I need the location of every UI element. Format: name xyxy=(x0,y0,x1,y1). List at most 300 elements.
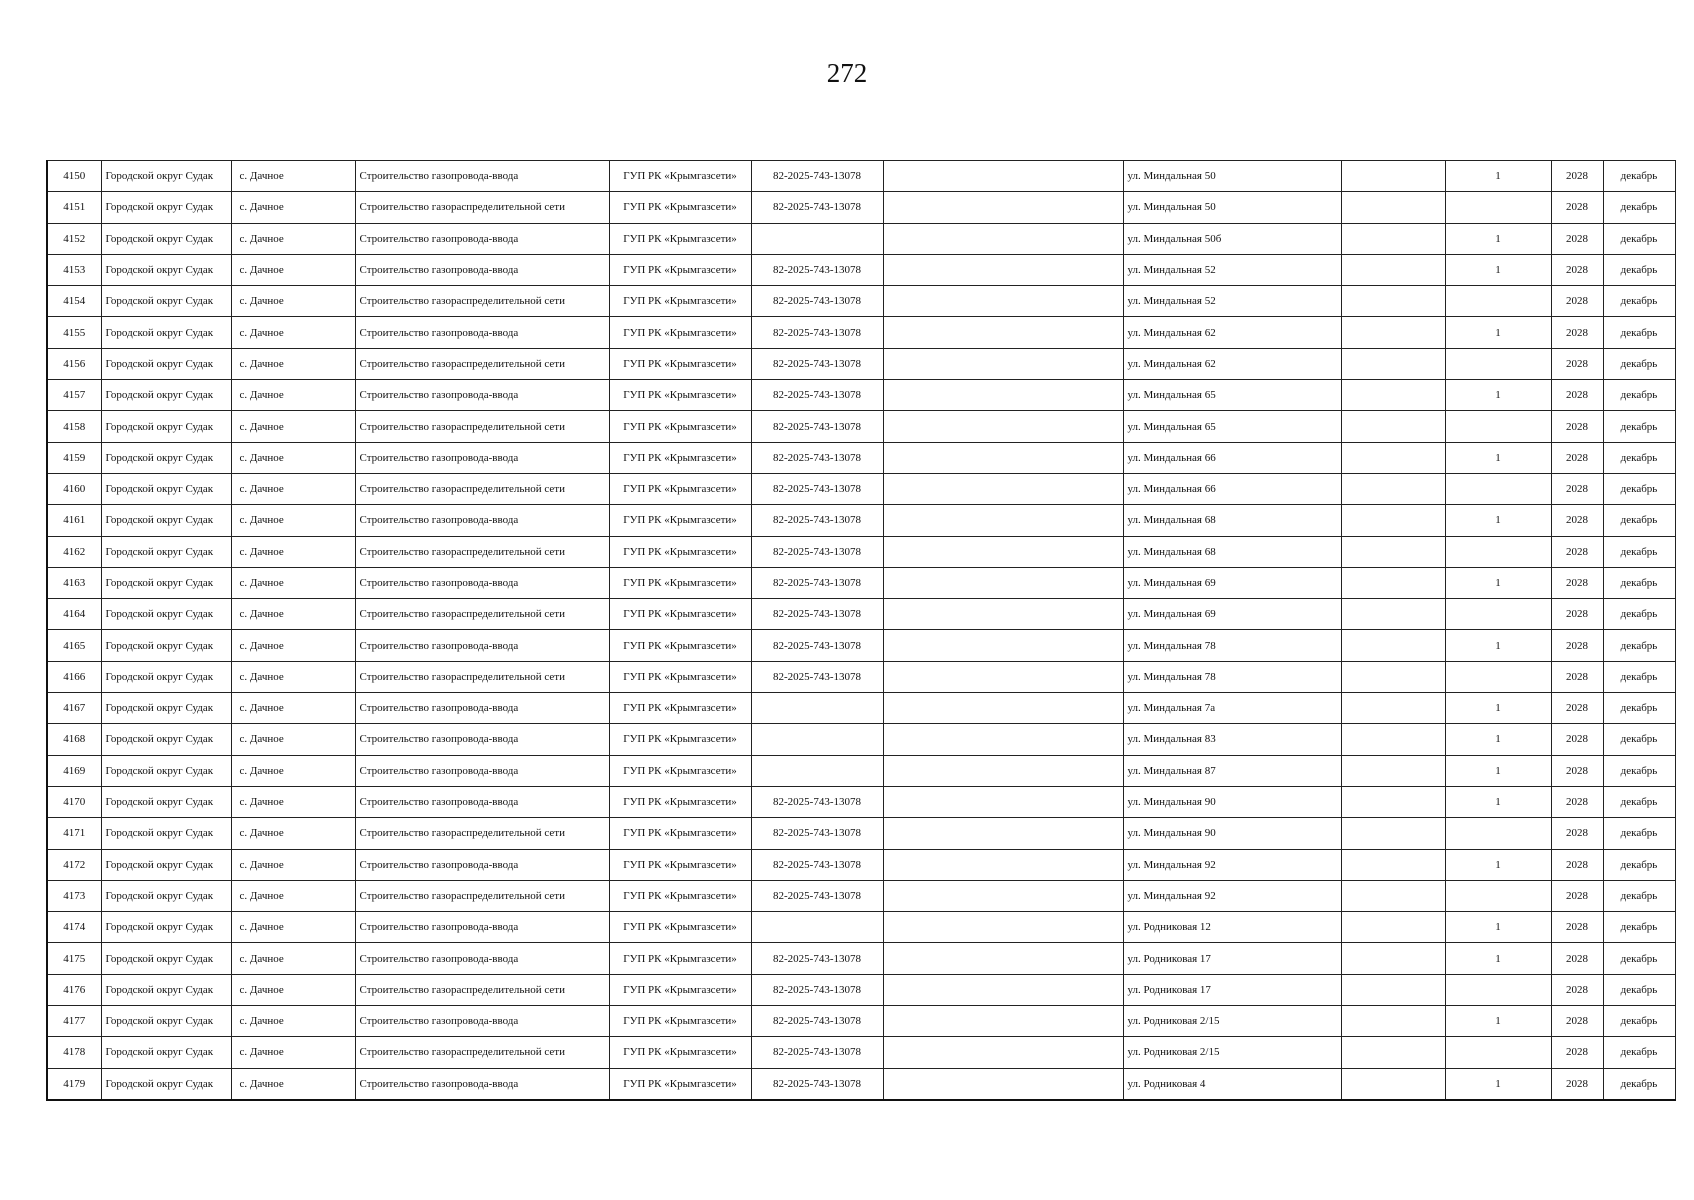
month-cell: декабрь xyxy=(1603,567,1675,598)
row-number: 4158 xyxy=(47,411,101,442)
quantity-cell xyxy=(1445,348,1551,379)
empty-cell xyxy=(883,786,1123,817)
registry-code-cell: 82-2025-743-13078 xyxy=(751,192,883,223)
year-cell: 2028 xyxy=(1551,442,1603,473)
empty-cell xyxy=(883,317,1123,348)
empty-cell xyxy=(1341,974,1445,1005)
month-cell: декабрь xyxy=(1603,442,1675,473)
empty-cell xyxy=(1341,599,1445,630)
quantity-cell xyxy=(1445,1037,1551,1068)
empty-cell xyxy=(883,1006,1123,1037)
row-number: 4175 xyxy=(47,943,101,974)
month-cell: декабрь xyxy=(1603,724,1675,755)
organization-cell: ГУП РК «Крымгазсети» xyxy=(609,755,751,786)
empty-cell xyxy=(1341,161,1445,192)
table-row xyxy=(47,1068,1675,1100)
address-cell: ул. Миндальная 50 xyxy=(1123,161,1341,192)
empty-cell xyxy=(1341,505,1445,536)
row-number: 4171 xyxy=(47,818,101,849)
municipality-cell: Городской округ Судак xyxy=(101,254,231,285)
table-row xyxy=(47,818,1675,849)
year-cell: 2028 xyxy=(1551,912,1603,943)
empty-cell xyxy=(1341,786,1445,817)
empty-cell xyxy=(1341,818,1445,849)
month-cell: декабрь xyxy=(1603,693,1675,724)
year-cell: 2028 xyxy=(1551,880,1603,911)
table-body xyxy=(47,161,1675,1100)
organization-cell: ГУП РК «Крымгазсети» xyxy=(609,974,751,1005)
work-type-cell: Строительство газораспределительной сети xyxy=(355,1037,609,1068)
empty-cell xyxy=(1341,286,1445,317)
settlement-cell: с. Дачное xyxy=(231,411,355,442)
empty-cell xyxy=(1341,567,1445,598)
quantity-cell: 1 xyxy=(1445,693,1551,724)
year-cell: 2028 xyxy=(1551,661,1603,692)
row-number: 4155 xyxy=(47,317,101,348)
municipality-cell: Городской округ Судак xyxy=(101,943,231,974)
organization-cell: ГУП РК «Крымгазсети» xyxy=(609,380,751,411)
empty-cell xyxy=(1341,1068,1445,1100)
empty-cell xyxy=(883,411,1123,442)
empty-cell xyxy=(883,348,1123,379)
year-cell: 2028 xyxy=(1551,1068,1603,1100)
settlement-cell: с. Дачное xyxy=(231,317,355,348)
month-cell: декабрь xyxy=(1603,411,1675,442)
municipality-cell: Городской округ Судак xyxy=(101,724,231,755)
municipality-cell: Городской округ Судак xyxy=(101,411,231,442)
organization-cell: ГУП РК «Крымгазсети» xyxy=(609,943,751,974)
quantity-cell: 1 xyxy=(1445,223,1551,254)
month-cell: декабрь xyxy=(1603,286,1675,317)
work-type-cell: Строительство газораспределительной сети xyxy=(355,599,609,630)
address-cell: ул. Родниковая 12 xyxy=(1123,912,1341,943)
month-cell: декабрь xyxy=(1603,192,1675,223)
work-type-cell: Строительство газопровода-ввода xyxy=(355,161,609,192)
registry-code-cell xyxy=(751,755,883,786)
quantity-cell xyxy=(1445,286,1551,317)
organization-cell: ГУП РК «Крымгазсети» xyxy=(609,599,751,630)
organization-cell: ГУП РК «Крымгазсети» xyxy=(609,818,751,849)
address-cell: ул. Миндальная 7а xyxy=(1123,693,1341,724)
quantity-cell: 1 xyxy=(1445,442,1551,473)
quantity-cell xyxy=(1445,880,1551,911)
organization-cell: ГУП РК «Крымгазсети» xyxy=(609,724,751,755)
municipality-cell: Городской округ Судак xyxy=(101,442,231,473)
empty-cell xyxy=(1341,317,1445,348)
registry-code-cell: 82-2025-743-13078 xyxy=(751,442,883,473)
year-cell: 2028 xyxy=(1551,161,1603,192)
work-type-cell: Строительство газопровода-ввода xyxy=(355,505,609,536)
empty-cell xyxy=(883,536,1123,567)
month-cell: декабрь xyxy=(1603,536,1675,567)
settlement-cell: с. Дачное xyxy=(231,880,355,911)
organization-cell: ГУП РК «Крымгазсети» xyxy=(609,1006,751,1037)
row-number: 4151 xyxy=(47,192,101,223)
registry-code-cell: 82-2025-743-13078 xyxy=(751,536,883,567)
municipality-cell: Городской округ Судак xyxy=(101,974,231,1005)
data-table xyxy=(46,160,1676,1101)
address-cell: ул. Миндальная 90 xyxy=(1123,786,1341,817)
settlement-cell: с. Дачное xyxy=(231,786,355,817)
table-row xyxy=(47,380,1675,411)
registry-code-cell: 82-2025-743-13078 xyxy=(751,974,883,1005)
municipality-cell: Городской округ Судак xyxy=(101,567,231,598)
settlement-cell: с. Дачное xyxy=(231,348,355,379)
table-row xyxy=(47,1006,1675,1037)
quantity-cell: 1 xyxy=(1445,1006,1551,1037)
settlement-cell: с. Дачное xyxy=(231,912,355,943)
address-cell: ул. Родниковая 2/15 xyxy=(1123,1037,1341,1068)
year-cell: 2028 xyxy=(1551,1006,1603,1037)
table-row xyxy=(47,223,1675,254)
work-type-cell: Строительство газопровода-ввода xyxy=(355,724,609,755)
quantity-cell xyxy=(1445,599,1551,630)
month-cell: декабрь xyxy=(1603,161,1675,192)
row-number: 4167 xyxy=(47,693,101,724)
year-cell: 2028 xyxy=(1551,380,1603,411)
month-cell: декабрь xyxy=(1603,818,1675,849)
municipality-cell: Городской округ Судак xyxy=(101,755,231,786)
address-cell: ул. Миндальная 68 xyxy=(1123,505,1341,536)
empty-cell xyxy=(883,943,1123,974)
empty-cell xyxy=(1341,223,1445,254)
organization-cell: ГУП РК «Крымгазсети» xyxy=(609,442,751,473)
empty-cell xyxy=(1341,348,1445,379)
registry-code-cell: 82-2025-743-13078 xyxy=(751,818,883,849)
row-number: 4170 xyxy=(47,786,101,817)
municipality-cell: Городской округ Судак xyxy=(101,693,231,724)
row-number: 4174 xyxy=(47,912,101,943)
address-cell: ул. Миндальная 92 xyxy=(1123,880,1341,911)
month-cell: декабрь xyxy=(1603,505,1675,536)
quantity-cell xyxy=(1445,818,1551,849)
registry-code-cell xyxy=(751,912,883,943)
organization-cell: ГУП РК «Крымгазсети» xyxy=(609,473,751,504)
organization-cell: ГУП РК «Крымгазсети» xyxy=(609,693,751,724)
address-cell: ул. Миндальная 52 xyxy=(1123,286,1341,317)
organization-cell: ГУП РК «Крымгазсети» xyxy=(609,411,751,442)
quantity-cell: 1 xyxy=(1445,254,1551,285)
registry-code-cell: 82-2025-743-13078 xyxy=(751,411,883,442)
quantity-cell: 1 xyxy=(1445,317,1551,348)
settlement-cell: с. Дачное xyxy=(231,599,355,630)
quantity-cell xyxy=(1445,974,1551,1005)
empty-cell xyxy=(1341,380,1445,411)
empty-cell xyxy=(883,849,1123,880)
empty-cell xyxy=(883,473,1123,504)
quantity-cell: 1 xyxy=(1445,849,1551,880)
month-cell: декабрь xyxy=(1603,348,1675,379)
month-cell: декабрь xyxy=(1603,599,1675,630)
organization-cell: ГУП РК «Крымгазсети» xyxy=(609,567,751,598)
empty-cell xyxy=(883,693,1123,724)
quantity-cell: 1 xyxy=(1445,505,1551,536)
table-row xyxy=(47,943,1675,974)
empty-cell xyxy=(883,1037,1123,1068)
work-type-cell: Строительство газораспределительной сети xyxy=(355,286,609,317)
settlement-cell: с. Дачное xyxy=(231,1037,355,1068)
address-cell: ул. Родниковая 17 xyxy=(1123,974,1341,1005)
municipality-cell: Городской округ Судак xyxy=(101,818,231,849)
settlement-cell: с. Дачное xyxy=(231,286,355,317)
work-type-cell: Строительство газораспределительной сети xyxy=(355,348,609,379)
row-number: 4157 xyxy=(47,380,101,411)
settlement-cell: с. Дачное xyxy=(231,630,355,661)
empty-cell xyxy=(883,442,1123,473)
settlement-cell: с. Дачное xyxy=(231,724,355,755)
table-row xyxy=(47,974,1675,1005)
municipality-cell: Городской округ Судак xyxy=(101,223,231,254)
municipality-cell: Городской округ Судак xyxy=(101,880,231,911)
settlement-cell: с. Дачное xyxy=(231,473,355,504)
year-cell: 2028 xyxy=(1551,974,1603,1005)
row-number: 4154 xyxy=(47,286,101,317)
address-cell: ул. Миндальная 50 xyxy=(1123,192,1341,223)
work-type-cell: Строительство газопровода-ввода xyxy=(355,943,609,974)
year-cell: 2028 xyxy=(1551,567,1603,598)
month-cell: декабрь xyxy=(1603,317,1675,348)
work-type-cell: Строительство газораспределительной сети xyxy=(355,473,609,504)
row-number: 4173 xyxy=(47,880,101,911)
month-cell: декабрь xyxy=(1603,223,1675,254)
municipality-cell: Городской округ Судак xyxy=(101,192,231,223)
year-cell: 2028 xyxy=(1551,473,1603,504)
registry-code-cell: 82-2025-743-13078 xyxy=(751,567,883,598)
registry-code-cell: 82-2025-743-13078 xyxy=(751,943,883,974)
registry-code-cell xyxy=(751,693,883,724)
municipality-cell: Городской округ Судак xyxy=(101,317,231,348)
organization-cell: ГУП РК «Крымгазсети» xyxy=(609,192,751,223)
address-cell: ул. Миндальная 90 xyxy=(1123,818,1341,849)
settlement-cell: с. Дачное xyxy=(231,755,355,786)
table-row xyxy=(47,161,1675,192)
month-cell: декабрь xyxy=(1603,1006,1675,1037)
table-row xyxy=(47,599,1675,630)
organization-cell: ГУП РК «Крымгазсети» xyxy=(609,536,751,567)
quantity-cell xyxy=(1445,411,1551,442)
empty-cell xyxy=(883,912,1123,943)
organization-cell: ГУП РК «Крымгазсети» xyxy=(609,161,751,192)
table-row xyxy=(47,317,1675,348)
address-cell: ул. Родниковая 2/15 xyxy=(1123,1006,1341,1037)
empty-cell xyxy=(1341,912,1445,943)
row-number: 4153 xyxy=(47,254,101,285)
year-cell: 2028 xyxy=(1551,693,1603,724)
gas-network-table xyxy=(46,160,1674,1101)
municipality-cell: Городской округ Судак xyxy=(101,630,231,661)
empty-cell xyxy=(1341,724,1445,755)
year-cell: 2028 xyxy=(1551,223,1603,254)
address-cell: ул. Миндальная 62 xyxy=(1123,348,1341,379)
year-cell: 2028 xyxy=(1551,505,1603,536)
registry-code-cell: 82-2025-743-13078 xyxy=(751,786,883,817)
registry-code-cell: 82-2025-743-13078 xyxy=(751,286,883,317)
empty-cell xyxy=(883,630,1123,661)
table-row xyxy=(47,536,1675,567)
registry-code-cell: 82-2025-743-13078 xyxy=(751,254,883,285)
row-number: 4163 xyxy=(47,567,101,598)
settlement-cell: с. Дачное xyxy=(231,536,355,567)
empty-cell xyxy=(1341,755,1445,786)
registry-code-cell: 82-2025-743-13078 xyxy=(751,317,883,348)
table-row xyxy=(47,442,1675,473)
address-cell: ул. Родниковая 4 xyxy=(1123,1068,1341,1100)
year-cell: 2028 xyxy=(1551,755,1603,786)
registry-code-cell: 82-2025-743-13078 xyxy=(751,161,883,192)
table-row xyxy=(47,912,1675,943)
settlement-cell: с. Дачное xyxy=(231,161,355,192)
empty-cell xyxy=(883,286,1123,317)
quantity-cell xyxy=(1445,192,1551,223)
empty-cell xyxy=(1341,192,1445,223)
year-cell: 2028 xyxy=(1551,317,1603,348)
settlement-cell: с. Дачное xyxy=(231,567,355,598)
settlement-cell: с. Дачное xyxy=(231,254,355,285)
empty-cell xyxy=(883,599,1123,630)
table-row xyxy=(47,505,1675,536)
work-type-cell: Строительство газопровода-ввода xyxy=(355,380,609,411)
work-type-cell: Строительство газораспределительной сети xyxy=(355,411,609,442)
organization-cell: ГУП РК «Крымгазсети» xyxy=(609,661,751,692)
work-type-cell: Строительство газораспределительной сети xyxy=(355,974,609,1005)
organization-cell: ГУП РК «Крымгазсети» xyxy=(609,223,751,254)
settlement-cell: с. Дачное xyxy=(231,223,355,254)
municipality-cell: Городской округ Судак xyxy=(101,380,231,411)
quantity-cell xyxy=(1445,473,1551,504)
quantity-cell: 1 xyxy=(1445,943,1551,974)
municipality-cell: Городской округ Судак xyxy=(101,473,231,504)
empty-cell xyxy=(1341,880,1445,911)
month-cell: декабрь xyxy=(1603,786,1675,817)
municipality-cell: Городской округ Судак xyxy=(101,1037,231,1068)
organization-cell: ГУП РК «Крымгазсети» xyxy=(609,880,751,911)
empty-cell xyxy=(883,755,1123,786)
empty-cell xyxy=(883,567,1123,598)
address-cell: ул. Миндальная 69 xyxy=(1123,599,1341,630)
year-cell: 2028 xyxy=(1551,599,1603,630)
empty-cell xyxy=(1341,442,1445,473)
work-type-cell: Строительство газопровода-ввода xyxy=(355,442,609,473)
quantity-cell: 1 xyxy=(1445,161,1551,192)
municipality-cell: Городской округ Судак xyxy=(101,599,231,630)
quantity-cell: 1 xyxy=(1445,786,1551,817)
year-cell: 2028 xyxy=(1551,536,1603,567)
year-cell: 2028 xyxy=(1551,411,1603,442)
work-type-cell: Строительство газораспределительной сети xyxy=(355,818,609,849)
empty-cell xyxy=(883,223,1123,254)
month-cell: декабрь xyxy=(1603,849,1675,880)
month-cell: декабрь xyxy=(1603,630,1675,661)
registry-code-cell: 82-2025-743-13078 xyxy=(751,473,883,504)
empty-cell xyxy=(1341,661,1445,692)
registry-code-cell: 82-2025-743-13078 xyxy=(751,849,883,880)
municipality-cell: Городской округ Судак xyxy=(101,348,231,379)
table-row xyxy=(47,630,1675,661)
quantity-cell xyxy=(1445,661,1551,692)
registry-code-cell xyxy=(751,724,883,755)
table-row xyxy=(47,286,1675,317)
registry-code-cell: 82-2025-743-13078 xyxy=(751,880,883,911)
settlement-cell: с. Дачное xyxy=(231,693,355,724)
year-cell: 2028 xyxy=(1551,1037,1603,1068)
work-type-cell: Строительство газопровода-ввода xyxy=(355,755,609,786)
settlement-cell: с. Дачное xyxy=(231,192,355,223)
work-type-cell: Строительство газопровода-ввода xyxy=(355,317,609,348)
year-cell: 2028 xyxy=(1551,286,1603,317)
year-cell: 2028 xyxy=(1551,849,1603,880)
month-cell: декабрь xyxy=(1603,1037,1675,1068)
year-cell: 2028 xyxy=(1551,192,1603,223)
row-number: 4165 xyxy=(47,630,101,661)
organization-cell: ГУП РК «Крымгазсети» xyxy=(609,505,751,536)
quantity-cell xyxy=(1445,536,1551,567)
registry-code-cell: 82-2025-743-13078 xyxy=(751,630,883,661)
municipality-cell: Городской округ Судак xyxy=(101,849,231,880)
work-type-cell: Строительство газораспределительной сети xyxy=(355,880,609,911)
quantity-cell: 1 xyxy=(1445,380,1551,411)
organization-cell: ГУП РК «Крымгазсети» xyxy=(609,254,751,285)
row-number: 4176 xyxy=(47,974,101,1005)
quantity-cell: 1 xyxy=(1445,630,1551,661)
address-cell: ул. Миндальная 50б xyxy=(1123,223,1341,254)
work-type-cell: Строительство газопровода-ввода xyxy=(355,786,609,817)
work-type-cell: Строительство газопровода-ввода xyxy=(355,567,609,598)
address-cell: ул. Миндальная 66 xyxy=(1123,473,1341,504)
work-type-cell: Строительство газопровода-ввода xyxy=(355,254,609,285)
empty-cell xyxy=(1341,1037,1445,1068)
row-number: 4161 xyxy=(47,505,101,536)
organization-cell: ГУП РК «Крымгазсети» xyxy=(609,849,751,880)
work-type-cell: Строительство газопровода-ввода xyxy=(355,630,609,661)
row-number: 4168 xyxy=(47,724,101,755)
empty-cell xyxy=(883,661,1123,692)
empty-cell xyxy=(883,724,1123,755)
row-number: 4169 xyxy=(47,755,101,786)
address-cell: ул. Миндальная 87 xyxy=(1123,755,1341,786)
row-number: 4172 xyxy=(47,849,101,880)
empty-cell xyxy=(883,254,1123,285)
organization-cell: ГУП РК «Крымгазсети» xyxy=(609,317,751,348)
table-row xyxy=(47,724,1675,755)
address-cell: ул. Миндальная 65 xyxy=(1123,411,1341,442)
table-row xyxy=(47,1037,1675,1068)
empty-cell xyxy=(1341,630,1445,661)
work-type-cell: Строительство газопровода-ввода xyxy=(355,1068,609,1100)
row-number: 4179 xyxy=(47,1068,101,1100)
quantity-cell: 1 xyxy=(1445,755,1551,786)
empty-cell xyxy=(1341,849,1445,880)
empty-cell xyxy=(1341,693,1445,724)
table-row xyxy=(47,567,1675,598)
empty-cell xyxy=(1341,943,1445,974)
table-row xyxy=(47,473,1675,504)
row-number: 4177 xyxy=(47,1006,101,1037)
empty-cell xyxy=(1341,473,1445,504)
municipality-cell: Городской округ Судак xyxy=(101,1006,231,1037)
organization-cell: ГУП РК «Крымгазсети» xyxy=(609,630,751,661)
registry-code-cell xyxy=(751,223,883,254)
month-cell: декабрь xyxy=(1603,974,1675,1005)
organization-cell: ГУП РК «Крымгазсети» xyxy=(609,912,751,943)
year-cell: 2028 xyxy=(1551,348,1603,379)
municipality-cell: Городской округ Судак xyxy=(101,505,231,536)
organization-cell: ГУП РК «Крымгазсети» xyxy=(609,286,751,317)
registry-code-cell: 82-2025-743-13078 xyxy=(751,1068,883,1100)
address-cell: ул. Миндальная 65 xyxy=(1123,380,1341,411)
work-type-cell: Строительство газопровода-ввода xyxy=(355,912,609,943)
row-number: 4178 xyxy=(47,1037,101,1068)
work-type-cell: Строительство газораспределительной сети xyxy=(355,536,609,567)
